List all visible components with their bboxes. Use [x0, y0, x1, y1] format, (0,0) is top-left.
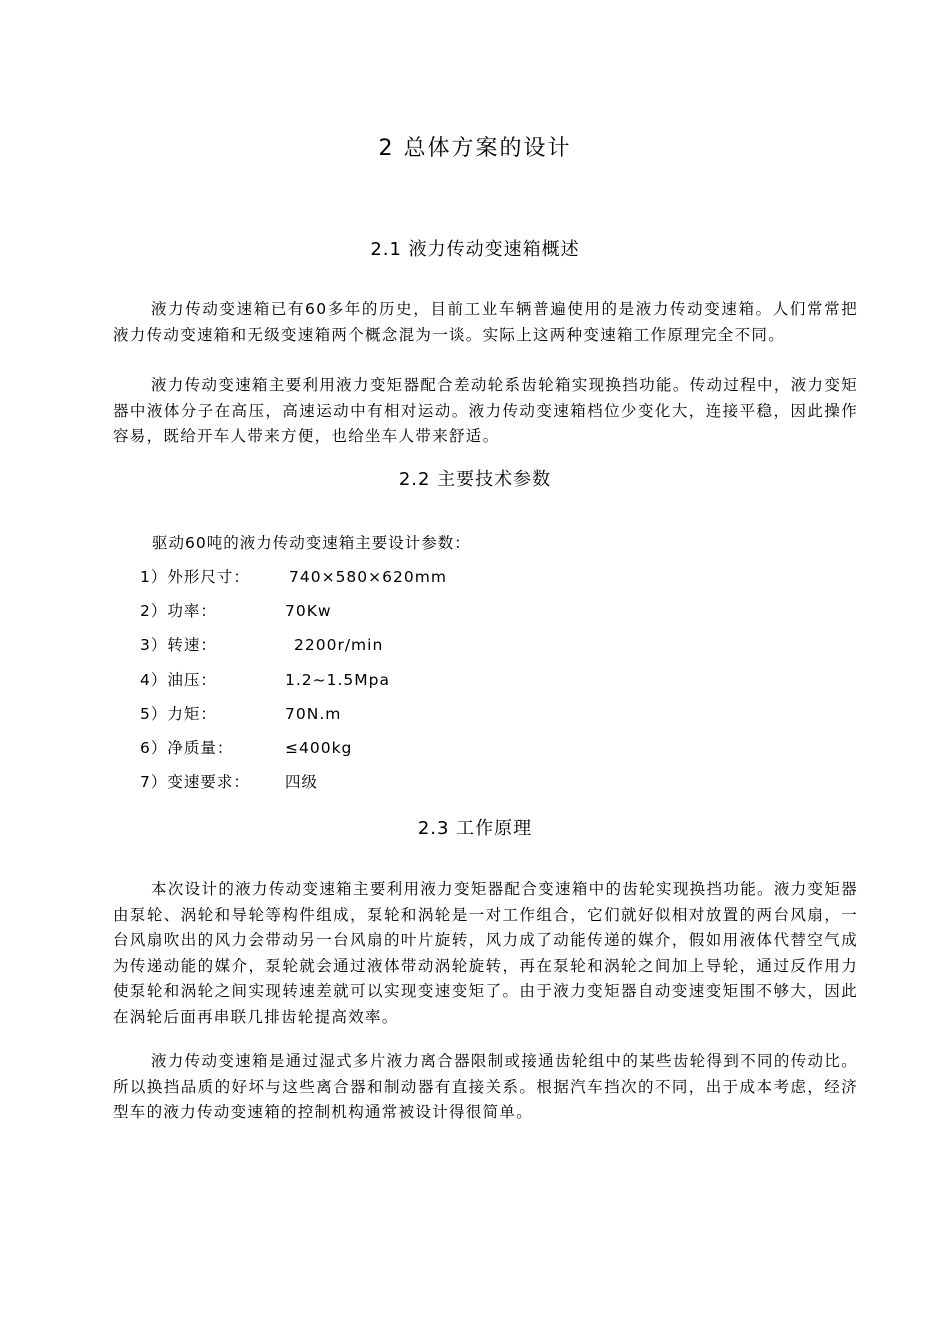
parameter-label: 5）力矩：: [140, 704, 217, 723]
parameter-row-power: [140, 598, 540, 632]
section-2-3-paragraph-1: 本次设计的液力传动变速箱主要利用液力变矩器配合变速箱中的齿轮实现换挡功能。液力变矩器由泵轮、涡轮和导轮等构件组成，泵轮和涡轮是一对工作组合，它们就好似相对放置的两台风扇，一台风扇吹出的风力会带动另一台风扇的叶片旋转，风力成了动能传递的媒介，假如用液体代替空气成为传递动能的媒介，泵轮就会通过液体带动涡轮旋转，再在泵轮和涡轮之间加上导轮，通过反作用力使泵轮和涡轮之间实现转速差就可以实现变速变矩了。由于液力变矩器自动变速变矩围不够大，因此在涡轮后面再串联几排齿轮提高效率。: [113, 880, 858, 1026]
section-title-2-1: 2.1 液力传动变速箱概述: [370, 239, 580, 260]
section-title-2-2: 2.2 主要技术参数: [398, 469, 552, 490]
parameter-label: 7）变速要求：: [140, 773, 250, 792]
section-title-2-3: 2.3 工作原理: [417, 818, 533, 839]
parameter-label: 4）油压：: [140, 670, 217, 689]
parameter-value: 740×580×620mm: [289, 568, 447, 586]
parameter-row-oil-pressure: [140, 667, 540, 701]
parameter-value: 1.2~1.5Mpa: [285, 670, 390, 689]
parameter-list: [140, 564, 540, 803]
parameter-row-dimensions: [140, 564, 540, 598]
section-2-1-paragraph-2: 液力传动变速箱主要利用液力变矩器配合差动轮系齿轮箱实现换挡功能。传动过程中，液力变矩器中液体分子在高压，高速运动中有相对运动。液力传动变速箱档位少变化大，连接平稳，因此操作容易，既给开车人带来方便，也给坐车人带来舒适。: [113, 376, 858, 445]
parameters-intro: 驱动60吨的液力传动变速箱主要设计参数：: [152, 534, 471, 552]
section-2-3-paragraph-2: 液力传动变速箱是通过湿式多片液力离合器限制或接通齿轮组中的某些齿轮得到不同的传动比。所以换挡品质的好坏与这些离合器和制动器有直接关系。根据汽车挡次的不同，出于成本考虑，经济型车的液力传动变速箱的控制机构通常被设计得很简单。: [113, 1052, 858, 1121]
parameter-label: 2）功率：: [140, 602, 217, 621]
chapter-title: 2 总体方案的设计: [378, 136, 572, 161]
parameter-label: 6）净质量：: [140, 738, 234, 757]
parameter-value: 四级: [285, 773, 319, 792]
parameter-value: ≤400kg: [285, 738, 353, 757]
parameter-value: 70Kw: [285, 602, 332, 621]
section-2-1-paragraph-1: 液力传动变速箱已有60多年的历史，目前工业车辆普遍使用的是液力传动变速箱。人们常常把液力传动变速箱和无级变速箱两个概念混为一谈。实际上这两种变速箱工作原理完全不同。: [113, 300, 858, 344]
parameter-row-torque: [140, 701, 540, 735]
parameter-label: 3）转速：: [140, 636, 217, 655]
parameter-row-net-mass: [140, 735, 540, 769]
parameter-row-speed: [140, 632, 540, 666]
parameter-row-speed-requirement: [140, 769, 540, 803]
parameter-value: 70N.m: [285, 704, 342, 723]
parameter-label: 1）外形尺寸：: [140, 568, 250, 586]
parameter-value: 2200r/min: [294, 636, 384, 655]
